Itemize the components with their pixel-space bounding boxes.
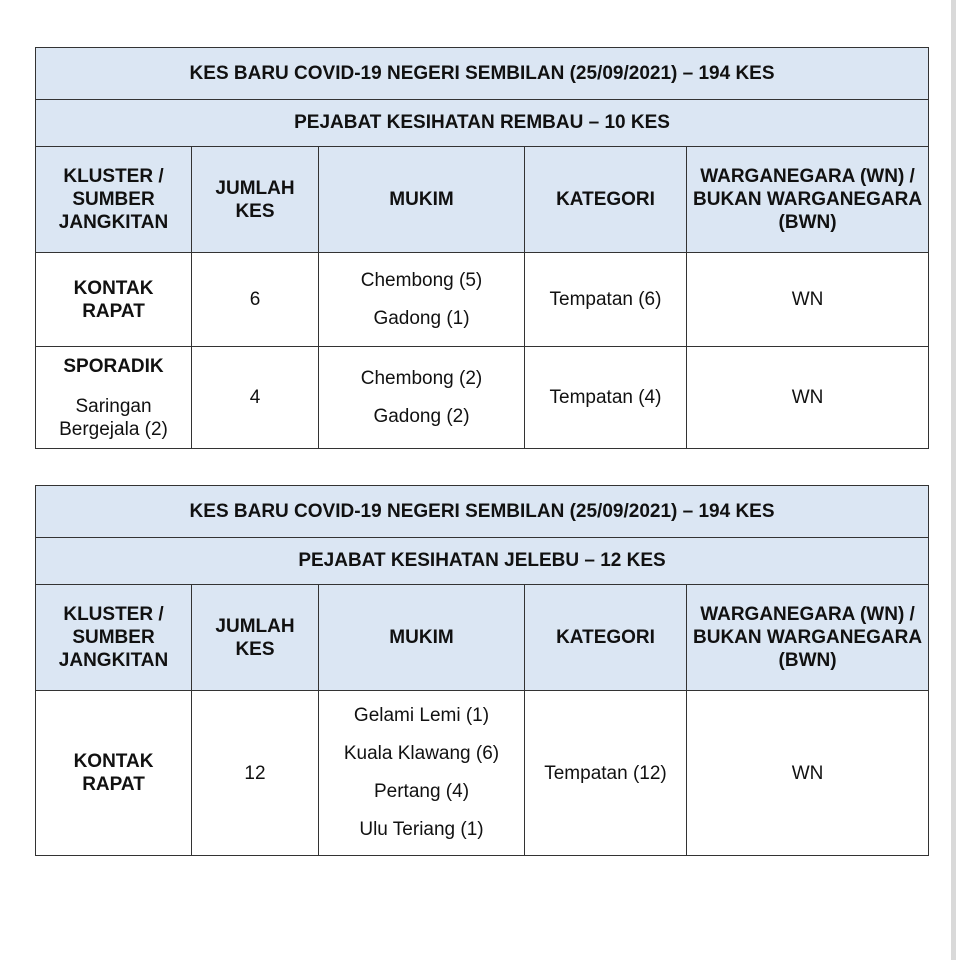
mukim-cell <box>319 253 525 347</box>
mukim-item: Gadong (2) <box>373 405 470 427</box>
header-kategori: KATEGORI <box>525 147 687 253</box>
office-title: PEJABAT KESIHATAN JELEBU – 12 KES <box>36 538 929 585</box>
jelebu-table <box>35 485 929 856</box>
kategori-cell: Tempatan (6) <box>525 253 687 347</box>
mukim-item: Chembong (2) <box>360 367 483 389</box>
mukim-item: Ulu Teriang (1) <box>359 819 484 840</box>
jumlah-cell: 4 <box>192 347 319 449</box>
cluster-sub: Saringan Bergejala (2) <box>59 395 168 440</box>
mukim-item: Gelami Lemi (1) <box>353 705 490 726</box>
header-mukim: MUKIM <box>319 147 525 253</box>
jumlah-cell: 6 <box>192 253 319 347</box>
header-mukim: MUKIM <box>319 585 525 691</box>
header-cluster: KLUSTER / SUMBER JANGKITAN <box>36 585 192 691</box>
table-title: KES BARU COVID-19 NEGERI SEMBILAN (25/09/2021) – 194 KES <box>36 486 929 538</box>
header-warganegara: WARGANEGARA (WN) / BUKAN WARGANEGARA (BWN) <box>687 585 929 691</box>
kategori-cell: Tempatan (4) <box>525 347 687 449</box>
table-row <box>36 253 929 347</box>
header-kategori: KATEGORI <box>525 585 687 691</box>
kategori-cell: Tempatan (12) <box>525 691 687 856</box>
header-jumlah: JUMLAH KES <box>192 147 319 253</box>
header-jumlah: JUMLAH KES <box>192 585 319 691</box>
cluster-cell: KONTAK RAPAT <box>36 253 192 347</box>
header-cluster: KLUSTER / SUMBER JANGKITAN <box>36 147 192 253</box>
page-edge <box>951 0 956 960</box>
jumlah-cell: 12 <box>192 691 319 856</box>
mukim-cell <box>319 691 525 856</box>
table-row <box>36 347 929 449</box>
rembau-table <box>35 47 929 449</box>
header-warganegara: WARGANEGARA (WN) / BUKAN WARGANEGARA (BWN) <box>687 147 929 253</box>
office-title: PEJABAT KESIHATAN REMBAU – 10 KES <box>36 100 929 147</box>
cluster-cell: SPORADIK Saringan Bergejala (2) <box>36 347 192 449</box>
table-row <box>36 691 929 856</box>
wn-cell: WN <box>687 347 929 449</box>
table-title: KES BARU COVID-19 NEGERI SEMBILAN (25/09/2021) – 194 KES <box>36 48 929 100</box>
mukim-item: Kuala Klawang (6) <box>343 743 500 764</box>
mukim-item: Gadong (1) <box>373 307 470 329</box>
mukim-item: Chembong (5) <box>360 269 483 291</box>
wn-cell: WN <box>687 253 929 347</box>
wn-cell: WN <box>687 691 929 856</box>
mukim-cell <box>319 347 525 449</box>
cluster-cell: KONTAK RAPAT <box>36 691 192 856</box>
mukim-item: Pertang (4) <box>373 781 470 802</box>
